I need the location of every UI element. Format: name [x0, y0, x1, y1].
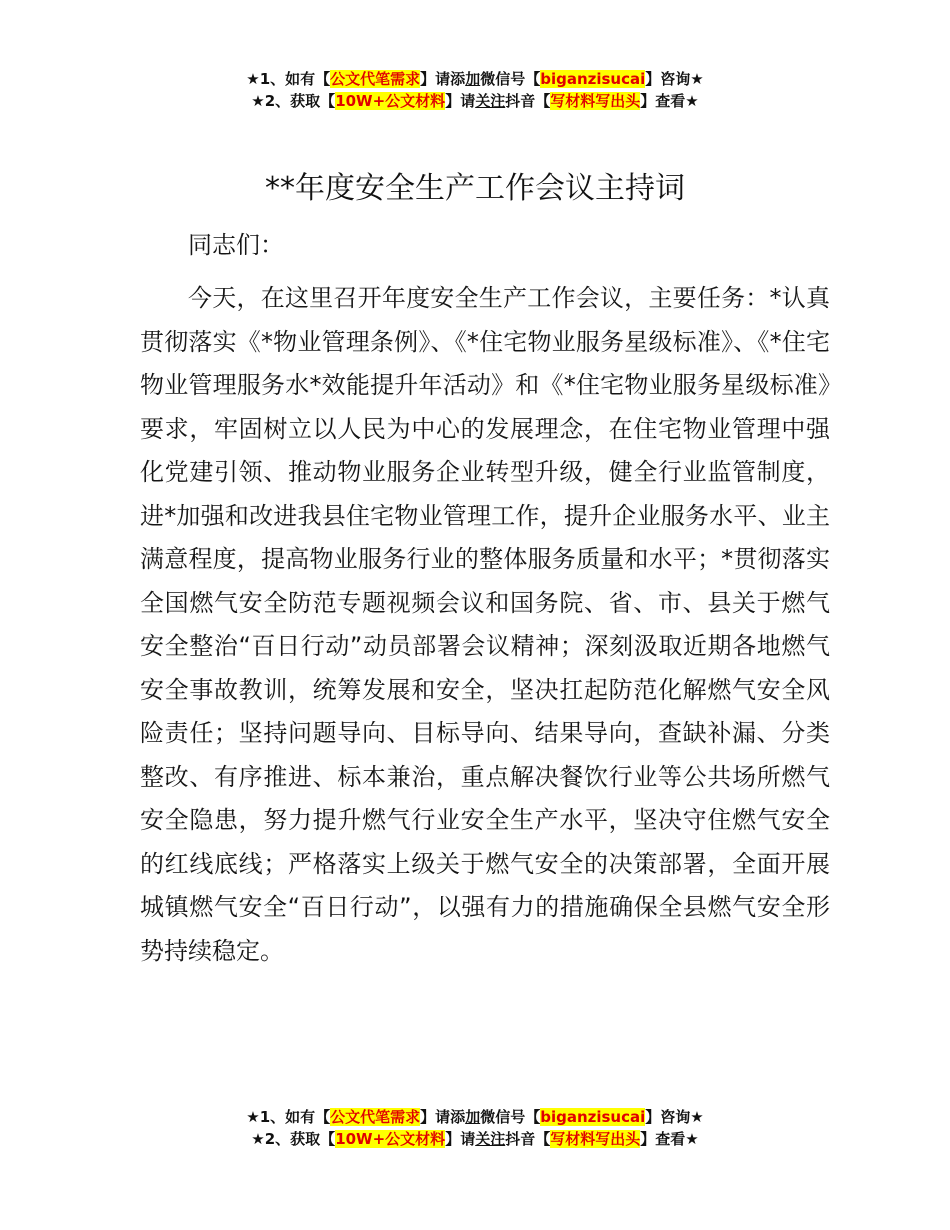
footer-line-1-middle2: 微信号【 — [480, 1108, 541, 1126]
banner-line-2-middle: 】请 — [445, 92, 476, 110]
banner-line-1-highlight-wechat: biganzisucai — [540, 70, 646, 88]
footer-line-2-underlined: 关注 — [475, 1130, 506, 1148]
banner-line-2-middle2: 抖音【 — [505, 92, 551, 110]
footer-line-1-middle: 】请添 — [420, 1108, 466, 1126]
banner-line-2-suffix: 】查看★ — [640, 92, 699, 110]
footer-line-1-prefix: ★1、如有【 — [246, 1108, 331, 1126]
footer-line-1-underlined: 加 — [465, 1108, 481, 1126]
body-paragraph: 今天，在这里召开年度安全生产工作会议，主要任务：*认真贯彻落实《*物业管理条例》、《*住宅物业服务星级标准》、《*住宅物业管理服务水*效能提升年活动》和《*住宅物业服务星级标准》要求，牢固树立以人民为中心的发展理念，在住宅物业管理中强化党建引领、推动物业服务企业转型升级，健全行业监管制度，进*加强和改进我县住宅物业管理工作，提升企业服务水平、业主满意程度，提高物业服务行业的整体服务质量和水平；*贯彻落实全国燃气安全防范专题视频会议和国务院、省、市、县关于燃气安全整治“百日行动”动员部署会议精神；深刻汲取近期各地燃气安全事故教训，统筹发展和安全，坚决扛起防范化解燃气安全风险责任；坚持问题导向、目标导向、结果导向，查缺补漏、分类整改、有序推进、标本兼治，重点解决餐饮行业等公共场所燃气安全隐患，努力提升燃气行业安全生产水平，坚决守住燃气安全的红线底线；严格落实上级关于燃气安全的决策部署，全面开展城镇燃气安全“百日行动”，以强有力的措施确保全县燃气安全形势持续稳定。 — [140, 284, 830, 965]
banner-line-1-prefix: ★1、如有【 — [246, 70, 331, 88]
document-title: **年度安全生产工作会议主持词 — [265, 171, 685, 206]
header-banner — [0, 68, 950, 112]
banner-line-2 — [0, 90, 950, 112]
footer-line-2-prefix: ★2、获取【 — [251, 1130, 336, 1148]
footer-line-2-middle: 】请 — [445, 1130, 476, 1148]
banner-line-1-highlight-service: 公文代笔需求 — [330, 70, 421, 88]
footer-line-1-highlight-wechat: biganzisucai — [540, 1108, 646, 1126]
banner-line-1 — [0, 68, 950, 90]
banner-line-1-underlined: 加 — [465, 70, 481, 88]
banner-line-2-highlight-materials: 10W+公文材料 — [335, 92, 446, 110]
footer-line-2 — [0, 1128, 950, 1150]
banner-line-1-middle: 】请添 — [420, 70, 466, 88]
banner-line-2-underlined: 关注 — [475, 92, 506, 110]
footer-line-2-highlight-materials: 10W+公文材料 — [335, 1130, 446, 1148]
banner-line-1-suffix: 】咨询★ — [645, 70, 704, 88]
banner-line-2-highlight-douyin: 写材料写出头 — [550, 92, 641, 110]
footer-line-1 — [0, 1106, 950, 1128]
banner-line-1-middle2: 微信号【 — [480, 70, 541, 88]
footer-banner — [0, 1106, 950, 1150]
footer-line-2-suffix: 】查看★ — [640, 1130, 699, 1148]
footer-line-2-highlight-douyin: 写材料写出头 — [550, 1130, 641, 1148]
footer-line-1-suffix: 】咨询★ — [645, 1108, 704, 1126]
footer-line-1-highlight-service: 公文代笔需求 — [330, 1108, 421, 1126]
banner-line-2-prefix: ★2、获取【 — [251, 92, 336, 110]
salutation: 同志们： — [188, 231, 284, 259]
footer-line-2-middle2: 抖音【 — [505, 1130, 551, 1148]
